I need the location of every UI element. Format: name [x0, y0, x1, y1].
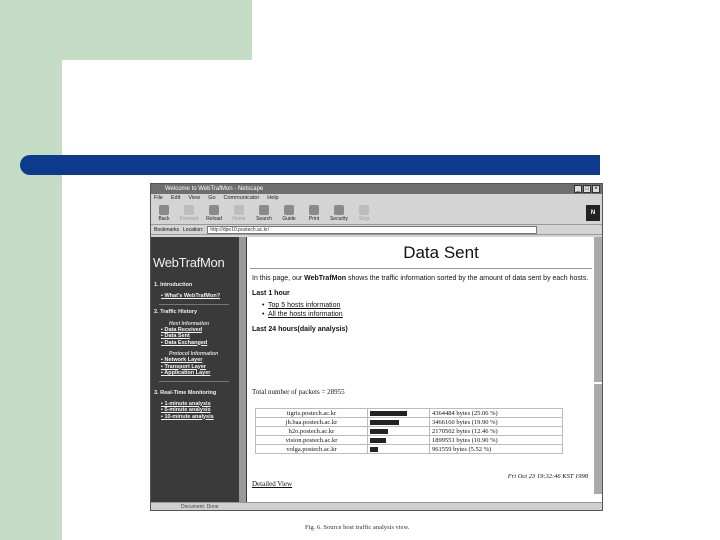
all-hosts-link[interactable]: • All the hosts information — [262, 310, 594, 319]
search-label: Search — [256, 216, 272, 222]
traffic-bar — [370, 438, 386, 443]
reload-icon — [209, 205, 219, 215]
stop-label: Stop — [358, 216, 370, 222]
browser-window — [150, 183, 603, 511]
last-24-hours-heading — [248, 319, 594, 337]
bookmarks-button[interactable]: Bookmarks — [154, 226, 180, 233]
traffic-bar — [370, 420, 399, 425]
home-icon — [234, 205, 244, 215]
intro-brand: WebTrafMon — [304, 275, 347, 282]
security-label: Security — [329, 216, 349, 222]
reload-label: Reload — [206, 216, 222, 222]
print-label: Print — [308, 216, 320, 222]
host-cell: vision.postech.ac.kr — [256, 436, 368, 445]
nav-link-data-received[interactable]: ▪ Data Received — [151, 327, 247, 334]
menu-help[interactable]: Help — [267, 195, 279, 201]
nav-link-network-layer[interactable]: ▪ Network Layer — [151, 357, 247, 364]
host-cell: jh.baa.postech.ac.kr — [256, 418, 368, 427]
table-row — [256, 427, 563, 436]
nav-sub-host-information: Host Information — [169, 320, 209, 327]
top5-hosts-link[interactable]: • Top 5 hosts information — [262, 301, 594, 310]
bar-cell — [368, 436, 430, 445]
bytes-cell: 2170502 bytes (12.46 %) — [430, 427, 563, 436]
lower-scrollbar[interactable] — [594, 384, 602, 494]
location-bar — [151, 225, 602, 235]
table-row — [256, 436, 563, 445]
host-cell: volga.postech.ac.kr — [256, 445, 368, 454]
nav-section-traffic-history: 2. Traffic History — [154, 308, 198, 315]
back-button[interactable] — [153, 203, 175, 224]
hour-links-list — [248, 301, 594, 319]
bar-cell — [368, 418, 430, 427]
hosts-table — [255, 408, 563, 454]
timestamp: Fri Oct 23 19:32:46 KST 1998 — [507, 473, 588, 480]
print-button[interactable] — [303, 203, 325, 224]
bar-cell — [368, 427, 430, 436]
slide-blue-bar — [20, 155, 600, 175]
nav-link-transport-layer[interactable]: ▪ Transport Layer — [151, 364, 247, 371]
home-button[interactable] — [228, 203, 250, 224]
figure-caption: Fig. 6. Source host traffic analysis view. — [305, 524, 410, 531]
main-pane — [248, 237, 602, 502]
search-icon — [259, 205, 269, 215]
status-bar: Document: Done — [151, 502, 602, 511]
minimize-button[interactable]: _ — [574, 185, 582, 193]
forward-button[interactable] — [178, 203, 200, 224]
window-controls — [574, 185, 600, 193]
forward-icon — [184, 205, 194, 215]
stop-icon — [359, 205, 369, 215]
bytes-cell: 3466160 bytes (19.90 %) — [430, 418, 563, 427]
upper-frame — [248, 237, 594, 382]
bar-cell — [368, 445, 430, 454]
nav-sub-protocol-information: Protocol Information — [169, 351, 219, 357]
page-title: Data Sent — [403, 243, 479, 262]
print-icon — [309, 205, 319, 215]
menu-bar — [151, 194, 602, 203]
menu-edit[interactable]: Edit — [170, 195, 181, 201]
title-divider — [250, 268, 592, 269]
window-title: Welcome to WebTrafMon - Netscape — [165, 186, 264, 192]
intro-text — [248, 274, 594, 283]
security-icon — [334, 205, 344, 215]
table-row — [256, 418, 563, 427]
menu-communicator[interactable]: Communicator — [223, 195, 260, 201]
url-field[interactable]: http://dpe10.postech.ac.kr/ — [207, 226, 537, 234]
nav-link-10-minute[interactable]: ▪ 10-minute analysis — [151, 414, 247, 421]
reload-button[interactable] — [203, 203, 225, 224]
bytes-cell: 4364484 bytes (25.06 %) — [430, 409, 563, 418]
bytes-cell: 1899551 bytes (10.90 %) — [430, 436, 563, 445]
sidebar-nav — [151, 237, 247, 502]
menu-view[interactable]: View — [188, 195, 201, 201]
lower-frame — [248, 384, 594, 494]
nav-link-whats-webtrafmon[interactable]: ▪ What's WebTrafMon? — [151, 293, 247, 300]
upper-scrollbar[interactable] — [594, 237, 602, 382]
nav-link-data-exchanged[interactable]: ▪ Data Exchanged — [151, 340, 247, 347]
nav-divider — [159, 304, 229, 305]
bar-cell — [368, 409, 430, 418]
back-label: Back — [158, 216, 170, 222]
host-cell: h2o.postech.ac.kr — [256, 427, 368, 436]
menu-file[interactable]: File — [154, 195, 163, 201]
stop-button[interactable] — [353, 203, 375, 224]
nav-link-application-layer[interactable]: ▪ Application Layer — [151, 370, 247, 377]
sidebar-scrollbar[interactable] — [239, 237, 246, 502]
total-packets: Total number of packets = 28955 — [252, 388, 345, 396]
menu-go[interactable]: Go — [208, 195, 216, 201]
last-1-hour-heading: Last 1 hour — [252, 290, 290, 297]
nav-link-1-minute[interactable]: ▪ 1-minute analysis — [151, 401, 247, 408]
maximize-button[interactable]: □ — [583, 185, 591, 193]
detailed-view-link[interactable]: Detailed View — [252, 480, 293, 488]
forward-label: Forward — [179, 216, 199, 222]
slide-green-bar — [0, 0, 62, 540]
nav-section-introduction: 1. Introduction — [154, 282, 193, 288]
location-label: Location: — [183, 226, 204, 233]
table-row — [256, 409, 563, 418]
bytes-cell: 961559 bytes (5.52 %) — [430, 445, 563, 454]
nav-link-5-minute[interactable]: ▪ 5-minute analysis — [151, 407, 247, 414]
window-titlebar — [151, 184, 602, 194]
page-content — [151, 237, 602, 502]
traffic-bar — [370, 447, 378, 452]
security-button[interactable] — [328, 203, 350, 224]
last24-rest: hours(daily analysis) — [276, 326, 348, 333]
intro-prefix: In this page, our — [252, 275, 305, 282]
home-label: Home — [232, 216, 246, 222]
guide-label: Guide — [282, 216, 296, 222]
host-cell: tigris.postech.ac.kr — [256, 409, 368, 418]
sidebar-brand: WebTrafMon — [153, 255, 225, 270]
browser-toolbar — [151, 203, 602, 225]
traffic-bar — [370, 411, 407, 416]
traffic-bar — [370, 429, 388, 434]
nav-link-data-sent[interactable]: ▪ Data Sent — [151, 333, 247, 340]
close-button[interactable]: × — [592, 185, 600, 193]
nav-divider — [159, 381, 229, 382]
table-row — [256, 445, 563, 454]
slide-rounded-corner — [62, 60, 152, 150]
guide-button[interactable] — [278, 203, 300, 224]
last24-bold: Last 24 — [252, 326, 277, 333]
nav-section-real-time-monitoring: 3. Real-Time Monitoring — [154, 389, 217, 396]
guide-icon — [284, 205, 294, 215]
back-icon — [159, 205, 169, 215]
netscape-logo: N — [586, 205, 600, 221]
search-button[interactable] — [253, 203, 275, 224]
intro-suffix: shows the traffic information sorted by the amount of data sent by each hosts. — [346, 275, 589, 282]
